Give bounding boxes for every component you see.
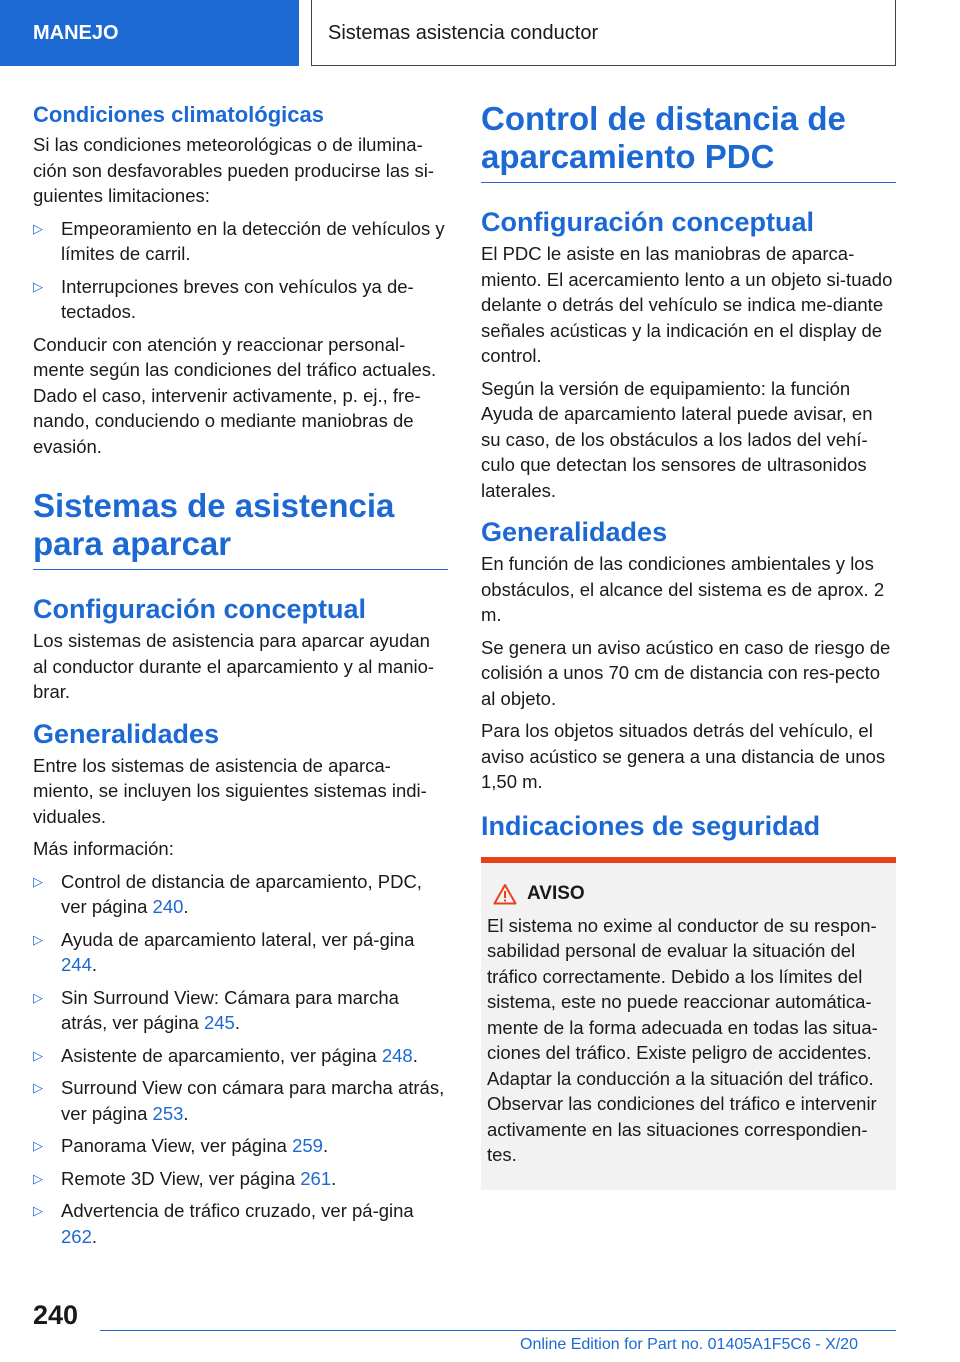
pdc-general-p1: En función de las condiciones ambientales y los obstáculos, el alcance del sistema es de aprox. 2 m. — [481, 553, 885, 625]
parking-general-text: Entre los sistemas de asistencia de aparca-miento, se incluyen los siguientes sistemas indi-viduales. — [33, 754, 427, 827]
pdc-general-p2: Se genera un aviso acústico en caso de riesgo de colisión a unos 70 cm de distancia con res-pecto al objeto. — [481, 636, 891, 709]
triangle-right-icon: ▷ — [33, 278, 43, 294]
pdc-title: Control de distancia de aparcamiento PDC — [481, 100, 896, 183]
pdc-general-p3: Para los objetos situados detrás del vehículo, el aviso acústico se genera a una distancia de unos 1,50 m. — [481, 720, 886, 792]
page-header — [0, 0, 960, 66]
pdc-concept-p2: Según la versión de equipamiento: la función Ayuda de aparcamiento lateral puede avisar, en su caso, de los obstáculos a los lados del vehí-culo que detectan los sensores de ultrasonidos laterales. — [481, 377, 873, 501]
triangle-right-icon: ▷ — [33, 1047, 43, 1063]
page-link-248[interactable]: 248 — [381, 1044, 413, 1066]
parking-assist-title: Sistemas de asistencia para aparcar — [33, 487, 448, 570]
parking-concept-text: Los sistemas de asistencia para aparcar ayudan al conductor durante el aparcamiento y al manio-brar. — [33, 630, 435, 702]
warning-header — [493, 883, 890, 905]
list-item: ▷ Remote 3D View, ver página 261. — [33, 1166, 448, 1192]
list-item: ▷ Empeoramiento en la detección de vehículos y límites de carril. — [33, 217, 445, 264]
list-item: ▷ Asistente de aparcamiento, ver página 248. — [33, 1043, 448, 1069]
warning-box — [481, 857, 896, 1190]
page-link-259[interactable]: 259 — [292, 1135, 323, 1156]
page-link-261[interactable]: 261 — [300, 1167, 332, 1189]
climate-heading: Condiciones climatológicas — [33, 102, 324, 127]
page-link-245[interactable]: 245 — [203, 1012, 235, 1033]
pdc-concept-heading: Configuración conceptual — [481, 207, 815, 237]
list-item: ▷ Sin Surround View: Cámara para marcha atrás, ver página 245. — [33, 986, 399, 1033]
triangle-right-icon: ▷ — [33, 220, 43, 236]
pdc-concept-p1: El PDC le asiste en las maniobras de aparca-miento. El acercamiento lento a un objeto si-tuado delante o detrás del vehículo se indica me-diante señales acústicas y la indicación en el display de control. — [481, 243, 893, 366]
left-column — [33, 100, 448, 1256]
warning-triangle-icon — [493, 883, 517, 905]
pdc-general-heading: Generalidades — [481, 517, 668, 547]
page-link-240[interactable]: 240 — [152, 896, 184, 917]
footer-divider — [100, 1330, 896, 1331]
list-item: ▷ Surround View con cámara para marcha atrás, ver página 253. — [33, 1077, 445, 1124]
list-item: ▷ Interrupciones breves con vehículos ya de-tectados. — [33, 275, 414, 322]
climate-list — [33, 216, 448, 325]
section-label: MANEJO — [0, 0, 299, 66]
climate-outro: Conducir con atención y reaccionar personal-mente según las condiciones del tráfico actuales. Dado el caso, intervenir activamente, p. ej., fre-nando, conduciendo o mediante maniobras de evasión. — [33, 333, 437, 457]
chapter-label: Sistemas asistencia conductor — [311, 0, 896, 66]
list-item: ▷ Control de distancia de aparcamiento, PDC, ver página 240. — [33, 870, 422, 917]
page-link-262[interactable]: 262 — [61, 1225, 92, 1247]
triangle-right-icon: ▷ — [33, 1170, 43, 1186]
safety-heading: Indicaciones de seguridad — [481, 810, 821, 841]
parking-general-heading: Generalidades — [33, 718, 220, 749]
page-link-244[interactable]: 244 — [61, 954, 92, 975]
right-column — [481, 100, 896, 1190]
triangle-right-icon: ▷ — [33, 989, 43, 1005]
parking-concept-heading: Configuración conceptual — [33, 594, 367, 624]
list-item: ▷ Panorama View, ver página 259. — [33, 1133, 448, 1159]
list-item: ▷ Ayuda de aparcamiento lateral, ver pá-gina 244. — [33, 928, 415, 975]
page-link-253[interactable]: 253 — [152, 1102, 184, 1124]
edition-footer: Online Edition for Part no. 01405A1F5C6 - X/20 — [520, 1336, 858, 1353]
page-number: 240 — [33, 1300, 79, 1330]
triangle-right-icon: ▷ — [33, 931, 43, 947]
reference-list — [33, 869, 448, 1250]
more-info-label: Más información: — [33, 838, 174, 859]
triangle-right-icon: ▷ — [33, 1138, 43, 1153]
triangle-right-icon: ▷ — [33, 1080, 43, 1095]
warning-label: AVISO — [527, 882, 585, 904]
triangle-right-icon: ▷ — [33, 1203, 43, 1218]
list-item: ▷ Advertencia de tráfico cruzado, ver pá-gina 262. — [33, 1200, 414, 1247]
triangle-right-icon: ▷ — [33, 873, 43, 889]
warning-text: El sistema no exime al conductor de su respon-sabilidad personal de evaluar la situación del tráfico correctamente. Debido a los límites del sistema, este no puede reaccionar automática-mente de la forma adecuada en todas las situa-ciones del tráfico. Existe peligro de accidentes. Adaptar la conducción a la situación del tráfico. Observar las condiciones del tráfico e intervenir activamente en las situaciones correspondien-tes. — [487, 914, 878, 1165]
climate-intro: Si las condiciones meteorológicas o de ilumina-ción son desfavorables pueden producirse las si-guientes limitaciones: — [33, 134, 435, 206]
